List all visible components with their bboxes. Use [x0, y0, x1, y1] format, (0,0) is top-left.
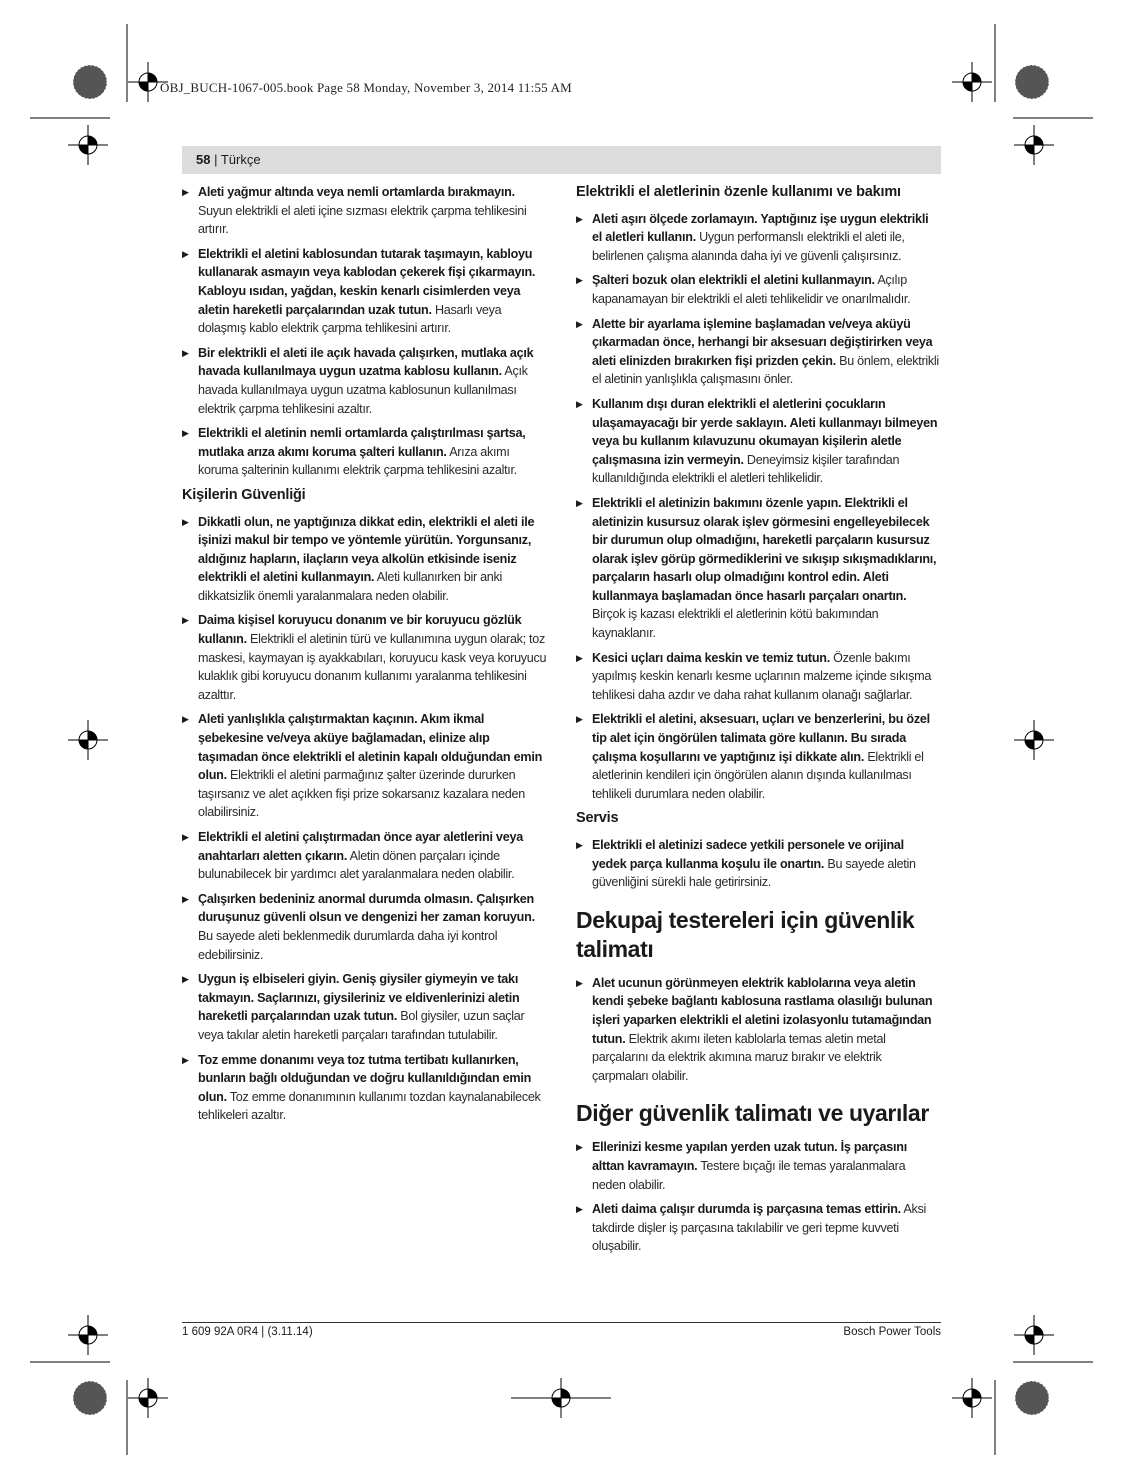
bullet-arrow-icon: ▶: [182, 714, 189, 725]
list-item: [576, 494, 941, 643]
list-item: [576, 649, 941, 705]
list-item: [576, 836, 941, 892]
list-item: [576, 395, 941, 488]
heading-personal-safety: Kişilerin Güvenliği: [182, 486, 306, 503]
list-item: [576, 710, 941, 803]
bullet-arrow-icon: ▶: [576, 652, 583, 663]
left-list-2: [182, 513, 547, 1125]
item-text: Aksi takdirde dişler iş parçasına takılabilir ve geri tepme kuvveti oluşabilir.: [592, 1202, 927, 1254]
bullet-arrow-icon: ▶: [182, 187, 189, 197]
item-bold-text: Bir elektrikli el aleti ile açık havada çalışırken, mutlaka açık havada kullanılmaya uygun uzatma kablosu kullanın.: [198, 345, 534, 379]
heading-jigsaw: Dekupaj testereleri için güvenlik talimatı: [576, 906, 915, 962]
bullet-arrow-icon: ▶: [576, 213, 583, 224]
bullet-arrow-icon: ▶: [576, 1204, 583, 1215]
item-bold-text: Dikkatli olun, ne yaptığınıza dikkat edin, elektrikli el aleti ile işinizi makul bir tempo ve yöntemle yürütün. Yorgunsanız, aldığınız hapların, ilaçların veya alkolün etkisinde iseniz elektrikli el aletini kullanmayın.: [198, 514, 535, 585]
item-bold-text: Aleti yağmur altında veya nemli ortamlarda bırakmayın.: [198, 185, 515, 199]
item-bold-text: Toz emme donanımı veya toz tutma tertibatı kullanırken, bunların bağlı olduğundan ve doğru kullanıldığından emin olun.: [198, 1052, 532, 1104]
item-bold-text: Aleti aşırı ölçede zorlamayın. Yaptığınız işe uygun elektrikli el aletleri kullanın.: [592, 211, 929, 245]
item-text: Bu sayede aletin güvenliğini sürekli hale getirirsiniz.: [592, 856, 916, 890]
list-item: [182, 890, 547, 964]
list-item: [182, 970, 547, 1044]
item-text: Elektrik akımı ileten kablolarla temas aletin metal parçalarını da elektrik akımına maruz bırakır ve elektrik çarpmaları olabilir.: [592, 1031, 886, 1083]
list-item: [182, 344, 547, 418]
item-text: Aleti kullanırken bir anki dikkatsizlik önemli yaralanmalara neden olabilir.: [198, 570, 502, 603]
list-item: [182, 245, 547, 338]
left-list-1: [182, 183, 547, 480]
bullet-arrow-icon: ▶: [182, 248, 189, 259]
item-bold-text: Elektrikli el aletini, aksesuarı, uçları ve benzerlerini, bu özel tip alet için öngörülen talimata göre kullanın. Bu sırada çalışma koşullarını ve yaptığınız işi dikkate alın.: [592, 712, 930, 764]
right-list-4: [576, 1138, 941, 1256]
item-text: Aletin dönen parçaları içinde bulunabilecek bir yardımcı alet yaralanmalara neden olabilir.: [198, 848, 515, 882]
item-bold-text: Aleti yanlışlıkla çalıştırmaktan kaçının. Akım ikmal şebekesine ve/veya aküye bağlamadan, elinize alıp taşımadan önce elektrikli el aletinin kapalı olduğundan emin olun.: [198, 712, 543, 783]
item-text: Açık havada kullanılmaya uygun uzatma kablosunun kullanılması elektrik çarpma tehlikesini azaltır.: [198, 364, 528, 416]
bullet-arrow-icon: ▶: [182, 832, 189, 842]
item-bold-text: Aleti daima çalışır durumda iş parçasına temas ettirin.: [592, 1202, 901, 1217]
item-bold-text: Elektrikli el aletinizi sadece yetkili personele ve orijinal yedek parça kullanma koşulu ile onartın.: [592, 838, 904, 871]
list-item: [182, 710, 547, 822]
bullet-arrow-icon: ▶: [576, 398, 583, 409]
item-text: Birçok iş kazası elektrikli el aletlerinin kötü bakımından kaynaklanır.: [592, 607, 879, 641]
item-bold-text: Daima kişisel koruyucu donanım ve bir koruyucu gözlük kullanın.: [198, 613, 522, 647]
page-number: 58: [196, 152, 211, 167]
bullet-arrow-icon: ▶: [182, 516, 189, 527]
item-bold-text: Şalteri bozuk olan elektrikli el aletini kullanmayın.: [592, 273, 875, 288]
item-text: Deneyimsiz kişiler tarafından kullanıldığında elektrikli el aletleri tehlikelidir.: [592, 452, 900, 486]
page-header-text: [196, 152, 261, 167]
item-bold-text: Elektrikli el aletini çalıştırmadan önce ayar aletlerini veya anahtarları aletten çıkarın.: [198, 830, 523, 863]
heading-care: Elektrikli el aletlerinin özenle kullanımı ve bakımı: [576, 184, 901, 200]
item-bold-text: Elektrikli el aletinizin bakımını özenle yapın. Elektrikli el aletinizin kusursuz olarak işlev görmesini engelleyebilecek bir durumun olup olmadığını, hareketli parçaların kusursuz olarak işlev görüp görmediklerini ve sıkışıp sıkışmadıklarını, parçaların hasarlı olup olmadığını kontrol edin. Aleti kullanmaya başlamadan önce hasarlı parçaları onartın.: [592, 495, 937, 603]
item-text: Arıza akımı koruma şalterinin kullanımı elektrik çarpma tehlikesini azaltır.: [198, 444, 517, 478]
right-list-3: [576, 974, 941, 1086]
item-text: Hasarlı veya dolaşmış kablo elektrik çarpma tehlikesini artırır.: [198, 302, 502, 336]
list-item: [576, 210, 941, 266]
bullet-arrow-icon: ▶: [182, 893, 189, 904]
heading-service: Servis: [576, 810, 619, 827]
right-list-2: [576, 836, 941, 892]
list-item: [576, 1138, 941, 1194]
page-header: [182, 146, 941, 174]
item-text: Elektrikli el aletinin türü ve kullanımına uygun olarak; toz maskesi, kaymayan iş ayakkabıları, koruyucu kask veya koruyucu kulaklık gibi koruyucu donanım kullanımı yaralanma tehlikesini azalttır.: [198, 632, 547, 702]
list-item: [182, 424, 547, 480]
item-text: Açılıp kapanamayan bir elektrikli el aleti tehlikelidir ve onarılmalıdır.: [592, 273, 911, 306]
list-item: [182, 828, 547, 884]
item-text: Suyun elektrikli el aleti içine sızması elektrik çarpma tehlikesini artırır.: [198, 203, 527, 237]
footer-rule: [182, 1322, 941, 1323]
item-bold-text: Uygun iş elbiseleri giyin. Geniş giysiler giymeyin ve takı takmayın. Saçlarınızı, giysileriniz ve eldivenlerinizi aletin hareketli parçalarından uzak tutun.: [198, 972, 520, 1024]
right-column: [576, 183, 941, 1262]
item-bold-text: Kesici uçları daima keskin ve temiz tutun.: [592, 650, 830, 665]
bullet-arrow-icon: ▶: [182, 1054, 189, 1065]
bullet-arrow-icon: ▶: [182, 974, 189, 985]
item-text: Bu sayede aleti beklenmedik durumlarda daha iyi kontrol edebilirsiniz.: [198, 928, 498, 962]
list-item: [576, 315, 941, 389]
footer-doc-number: 1 609 92A 0R4 | (3.11.14): [182, 1326, 313, 1338]
item-text: Toz emme donanımının kullanımı tozdan kaynalanabilecek tehlikeleri azaltır.: [198, 1089, 541, 1123]
item-bold-text: Elektrikli el aletinin nemli ortamlarda çalıştırılması şartsa, mutlaka arıza akımı koruma şalteri kullanın.: [198, 426, 526, 459]
print-slug: OBJ_BUCH-1067-005.book Page 58 Monday, November 3, 2014 11:55 AM: [160, 80, 572, 95]
bullet-arrow-icon: ▶: [576, 318, 583, 329]
bullet-arrow-icon: ▶: [182, 615, 189, 626]
item-bold-text: Kullanım dışı duran elektrikli el aletlerini çocukların ulaşamayacağı bir yerde saklayın. Aleti kullanmayı bilmeyen veya bu kullanım kılavuzunu okumayan kişilerin aletle çalışmasına izin vermeyin.: [592, 396, 938, 467]
bullet-arrow-icon: ▶: [576, 977, 583, 988]
bullet-arrow-icon: ▶: [576, 1142, 583, 1153]
item-bold-text: Alet ucunun görünmeyen elektrik kablolarına veya aletin kendi şebeke bağlantı kablosuna rastlama olasılığı bulunan işleri yaparken elektrikli el aletini izolasyonlu tutamağından tutun.: [592, 975, 933, 1046]
right-list-1: [576, 210, 941, 804]
item-text: Testere bıçağı ile temas yaralanmalara neden olabilir.: [592, 1158, 906, 1192]
list-item: [182, 183, 547, 239]
item-bold-text: Çalışırken bedeniniz anormal durumda olmasın. Çalışırken duruşunuz güvenli olsun ve dengenizi her zaman koruyun.: [198, 891, 535, 925]
footer-brand: Bosch Power Tools: [843, 1326, 941, 1338]
list-item: [182, 611, 547, 704]
bullet-arrow-icon: ▶: [576, 497, 583, 508]
bullet-arrow-icon: ▶: [182, 428, 189, 439]
item-text: Bu önlem, elektrikli el aletinin yanlışlıkla çalışmasını önler.: [592, 353, 939, 387]
item-text: Uygun performanslı elektrikli el aleti ile, belirlenen çalışma alanında daha iyi ve güvenli çalışırsınız.: [592, 230, 905, 263]
heading-other: Diğer güvenlik talimatı ve uyarılar: [576, 1100, 929, 1127]
header-separator: |: [210, 152, 221, 167]
item-text: Elektrikli el aletini parmağınız şalter üzerinde dururken taşırsanız ve alet açıkken fişi prize sokarsanız kazalara neden olabilirsiniz.: [198, 768, 525, 820]
item-bold-text: Ellerinizi kesme yapılan yerden uzak tutun. İş parçasını alttan kavramayın.: [592, 1140, 907, 1173]
bullet-arrow-icon: ▶: [576, 840, 583, 850]
left-column: [182, 183, 547, 1131]
list-item: [182, 1051, 547, 1125]
list-item: [576, 1200, 941, 1256]
bullet-arrow-icon: ▶: [182, 347, 189, 358]
item-bold-text: Alette bir ayarlama işlemine başlamadan ve/veya aküyü çıkarmadan önce, herhangi bir aksesuarı değiştirirken veya aleti elinizden bırakırken fişi prizden çekin.: [592, 316, 933, 368]
list-item: [182, 513, 547, 606]
list-item: [576, 974, 941, 1086]
bullet-arrow-icon: ▶: [576, 275, 583, 286]
header-language: Türkçe: [220, 152, 261, 167]
item-text: Bol giysiler, uzun saçlar veya takılar aletin hareketli parçaları tarafından tutulabilir.: [198, 1009, 525, 1042]
item-text: Elektrikli el aletlerinin kendileri için öngörülen alanın dışında kullanılması tehlikeli durumlara neden olabilir.: [592, 749, 924, 801]
bullet-arrow-icon: ▶: [576, 714, 583, 725]
item-text: Özenle bakımı yapılmış keskin kenarlı kesme uçlarının malzeme içinde sıkışma tehlikesi daha azdır ve daha rahat kullanım olanağı sağlarlar.: [592, 650, 932, 702]
list-item: [576, 271, 941, 308]
item-bold-text: Elektrikli el aletini kablosundan tutarak taşımayın, kabloyu kullanarak asmayın veya kablodan çekerek fişi çıkarmayın. Kabloyu ısıdan, yağdan, keskin kenarlı cisimlerden veya aletin hareketli parçalarından uzak tutun.: [198, 246, 536, 317]
